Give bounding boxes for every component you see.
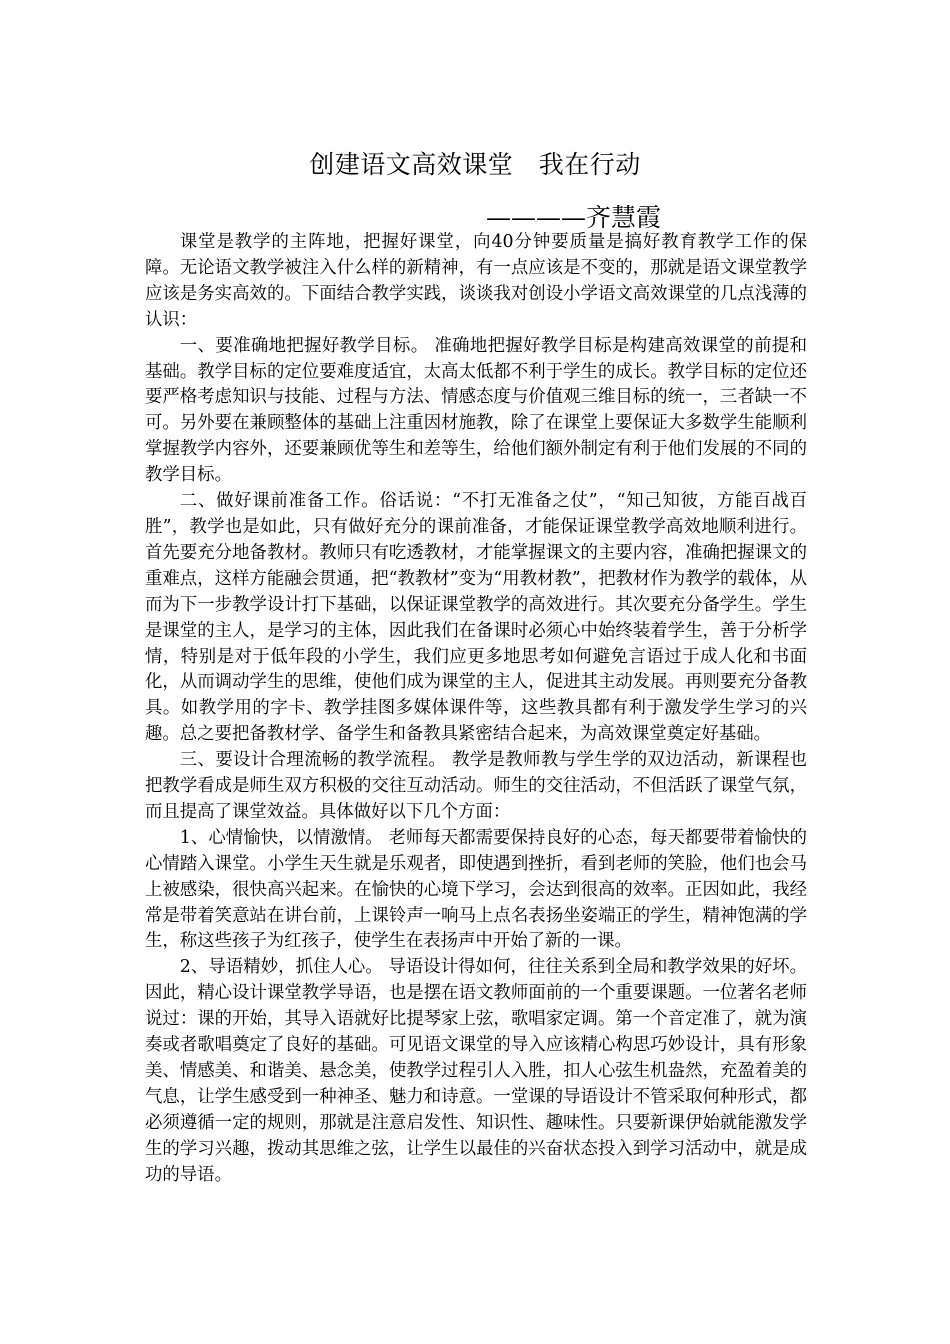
paragraph-lead-in: 2、导语精妙，抓住人心。 导语设计得如何，往往关系到全局和教学效果的好坏。因此，精心设计课堂教学导语，也是摆在语文教师面前的一个重要课题。一位著名老师说过：课的开始，其导入语就好比提琴家上弦，歌唱家定调。第一个音定准了，就为演奏或者歌唱奠定了良好的基础。可见语文课堂的导入应该精心构思巧妙设计，具有形象美、情感美、和谐美、悬念美，使教学过程引人入胜，扣人心弦生机盎然，充盈着美的气息，让学生感受到一种神圣、魅力和诗意。一堂课的导语设计不管采取何种形式，都必须遵循一定的规则，那就是注意启发性、知识性、趣味性。只要新课伊始就能激发学生的学习兴趣，拨动其思维之弦，让学生以最佳的兴奋状态投入到学习活动中，就是成功的导语。 xyxy=(145,957,807,1185)
document-body xyxy=(145,230,807,1189)
author-line: ————齐慧霞 xyxy=(486,203,662,232)
document-title: 创建语文高效课堂 我在行动 xyxy=(309,150,641,179)
paragraph-teaching-process: 三、要设计合理流畅的教学流程。 教学是教师教与学生学的双边活动，新课程也把教学看成是师生双方积极的交往互动活动。师生的交往活动，不但活跃了课堂气氛，而且提高了课堂效益。具体做好以下几个方面： xyxy=(145,750,807,822)
paragraph-teaching-goals: 一、要准确地把握好教学目标。 准确地把握好教学目标是构建高效课堂的前提和基础。教学目标的定位要难度适宜，太高太低都不利于学生的成长。教学目标的定位还要严格考虑知识与技能、过程与方法、情感态度与价值观三维目标的统一，三者缺一不可。另外要在兼顾整体的基础上注重因材施教，除了在课堂上要保证大多数学生能顺利掌握教学内容外，还要兼顾优等生和差等生，给他们额外制定有利于他们发展的不同的教学目标。 xyxy=(145,335,807,486)
paragraph-lesson-preparation: 二、做好课前准备工作。俗话说：“不打无准备之仗”，“知己知彼，方能百战百胜”，教学也是如此，只有做好充分的课前准备，才能保证课堂教学高效地顺利进行。首先要充分地备教材。教师只有吃透教材，才能掌握课文的主要内容，准确把握课文的重难点，这样方能融会贯通，把“教教材”变为“用教材教”，把教材作为教学的载体，从而为下一步教学设计打下基础，以保证课堂教学的高效进行。其次要充分备学生。学生是课堂的主人，是学习的主体，因此我们在备课时必须心中始终装着学生，善于分析学情，特别是对于低年段的小学生，我们应更多地思考如何避免言语过于成人化和书面化，从而调动学生的思维，使他们成为课堂的主人，促进其主动发展。再则要充分备教具。如教学用的字卡、教学挂图多媒体课件等，这些教具都有利于激发学生学习的兴趣。总之要把备教材学、备学生和备教具紧密结合起来，为高效课堂奠定好基础。 xyxy=(145,491,807,745)
paragraph-happy-mood: 1、心情愉快，以情激情。 老师每天都需要保持良好的心态，每天都要带着愉快的心情踏入课堂。小学生天生就是乐观者，即使遇到挫折，看到老师的笑脸，他们也会马上被感染，很快高兴起来。在愉快的心境下学习，会达到很高的效率。正因如此，我经常是带着笑意站在讲台前，上课铃声一响马上点名表扬坐姿端正的学生，精神饱满的学生，称这些孩子为红孩子，使学生在表扬声中开始了新的一课。 xyxy=(145,827,807,952)
paragraph-intro: 课堂是教学的主阵地，把握好课堂，向40分钟要质量是搞好教育教学工作的保障。无论语文教学被注入什么样的新精神，有一点应该是不变的，那就是语文课堂教学应该是务实高效的。下面结合教学实践，谈谈我对创设小学语文高效课堂的几点浅薄的认识： xyxy=(145,232,807,330)
